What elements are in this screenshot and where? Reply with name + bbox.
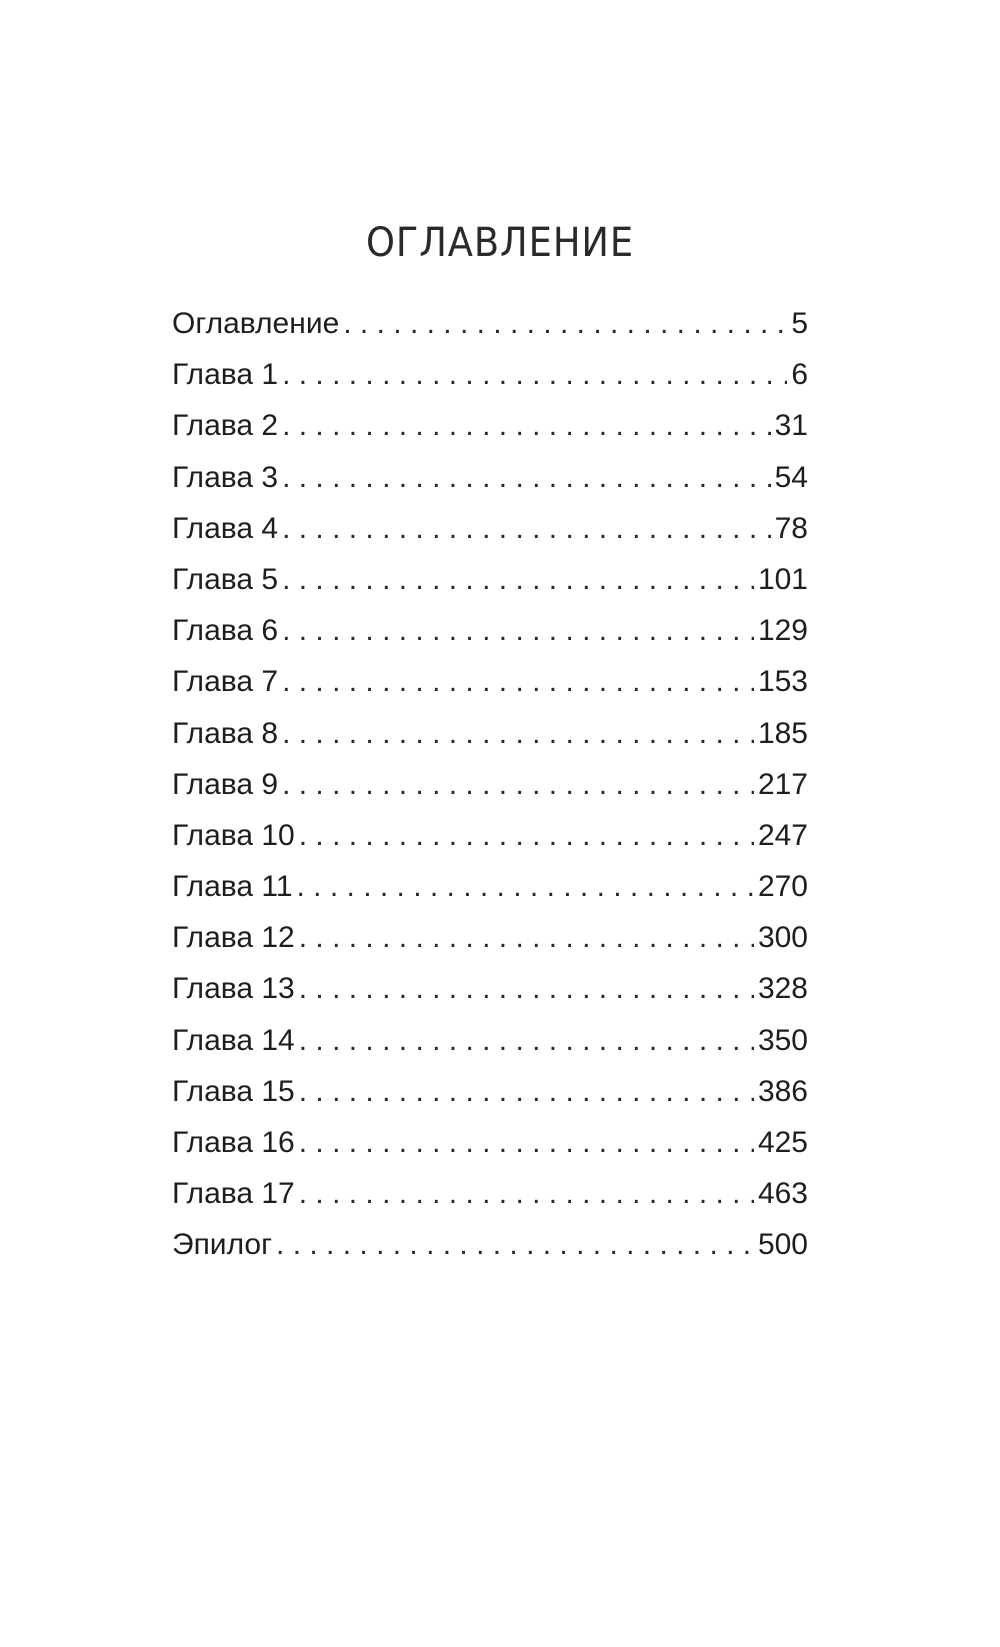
toc-entry-label: Глава 2 — [172, 409, 279, 443]
toc-entry-page: 350 — [757, 1023, 808, 1057]
toc-entry-page: 78 — [774, 511, 808, 545]
dot-leader — [282, 510, 771, 548]
toc-entry-page: 153 — [757, 665, 808, 699]
toc-entry-page: 6 — [791, 358, 808, 392]
toc-entry-page: 101 — [757, 562, 808, 596]
toc-entry-page: 54 — [774, 460, 808, 494]
toc-entry — [172, 561, 808, 612]
toc-entry-label: Глава 5 — [172, 562, 279, 596]
dot-leader — [282, 663, 754, 701]
toc-entry-label: Глава 3 — [172, 460, 279, 494]
dot-leader — [299, 919, 754, 957]
toc-entry — [172, 1226, 808, 1277]
toc-entry-label: Глава 8 — [172, 716, 279, 750]
toc-entry — [172, 970, 808, 1021]
toc-entry-page: 270 — [757, 870, 808, 904]
toc-entry — [172, 868, 808, 919]
toc-entry — [172, 715, 808, 766]
toc-entry-label: Глава 13 — [172, 972, 295, 1006]
toc-entry-label: Глава 6 — [172, 614, 279, 648]
toc-entry-page: 129 — [757, 614, 808, 648]
toc-entry-label: Глава 10 — [172, 818, 295, 852]
toc-entry-label: Глава 15 — [172, 1074, 295, 1108]
dot-leader — [299, 817, 754, 855]
toc-entry — [172, 1073, 808, 1124]
dot-leader — [299, 1124, 754, 1162]
dot-leader — [282, 715, 754, 753]
toc-entry-label: Глава 12 — [172, 921, 295, 955]
dot-leader — [282, 356, 787, 394]
dot-leader — [297, 868, 754, 906]
toc-entry — [172, 459, 808, 510]
toc-entry — [172, 407, 808, 458]
toc-entry-label: Глава 9 — [172, 767, 279, 801]
toc-entry — [172, 1175, 808, 1226]
dot-leader — [299, 1073, 754, 1111]
toc-entry-label: Эпилог — [172, 1228, 273, 1262]
table-of-contents — [172, 305, 808, 1278]
toc-entry-label: Глава 4 — [172, 511, 279, 545]
dot-leader — [282, 459, 771, 497]
toc-entry-label: Глава 1 — [172, 358, 279, 392]
toc-entry-page: 185 — [757, 716, 808, 750]
page-title: ОГЛАВЛЕНИЕ — [365, 220, 635, 266]
toc-entry-label: Оглавление — [172, 307, 340, 340]
toc-entry-page: 425 — [757, 1126, 808, 1159]
toc-entry-label: Глава 11 — [172, 870, 293, 904]
toc-entry-page: 217 — [757, 767, 808, 801]
toc-entry — [172, 1124, 808, 1175]
dot-leader — [299, 1022, 754, 1060]
toc-entry-label: Глава 7 — [172, 665, 279, 699]
dot-leader — [299, 970, 754, 1008]
toc-entry — [172, 612, 808, 663]
toc-entry-label: Глава 17 — [172, 1177, 295, 1211]
dot-leader — [282, 766, 754, 804]
dot-leader — [282, 561, 754, 599]
toc-entry — [172, 919, 808, 970]
toc-entry — [172, 663, 808, 714]
toc-entry-page: 247 — [757, 818, 808, 852]
dot-leader — [299, 1175, 754, 1213]
toc-entry-page: 5 — [791, 307, 808, 340]
toc-entry-page: 31 — [774, 409, 808, 443]
toc-entry-page: 300 — [757, 921, 808, 955]
dot-leader — [343, 305, 787, 343]
toc-entry — [172, 356, 808, 407]
toc-entry-page: 500 — [757, 1228, 808, 1262]
dot-leader — [276, 1226, 754, 1264]
toc-entry — [172, 766, 808, 817]
toc-entry — [172, 305, 808, 356]
dot-leader — [282, 612, 754, 650]
dot-leader — [282, 407, 771, 445]
toc-entry-page: 328 — [757, 972, 808, 1006]
toc-entry-page: 463 — [757, 1177, 808, 1211]
toc-entry — [172, 1022, 808, 1073]
toc-entry-page: 386 — [757, 1074, 808, 1108]
toc-entry — [172, 510, 808, 561]
toc-entry-label: Глава 14 — [172, 1023, 295, 1057]
toc-entry — [172, 817, 808, 868]
toc-entry-label: Глава 16 — [172, 1126, 295, 1159]
